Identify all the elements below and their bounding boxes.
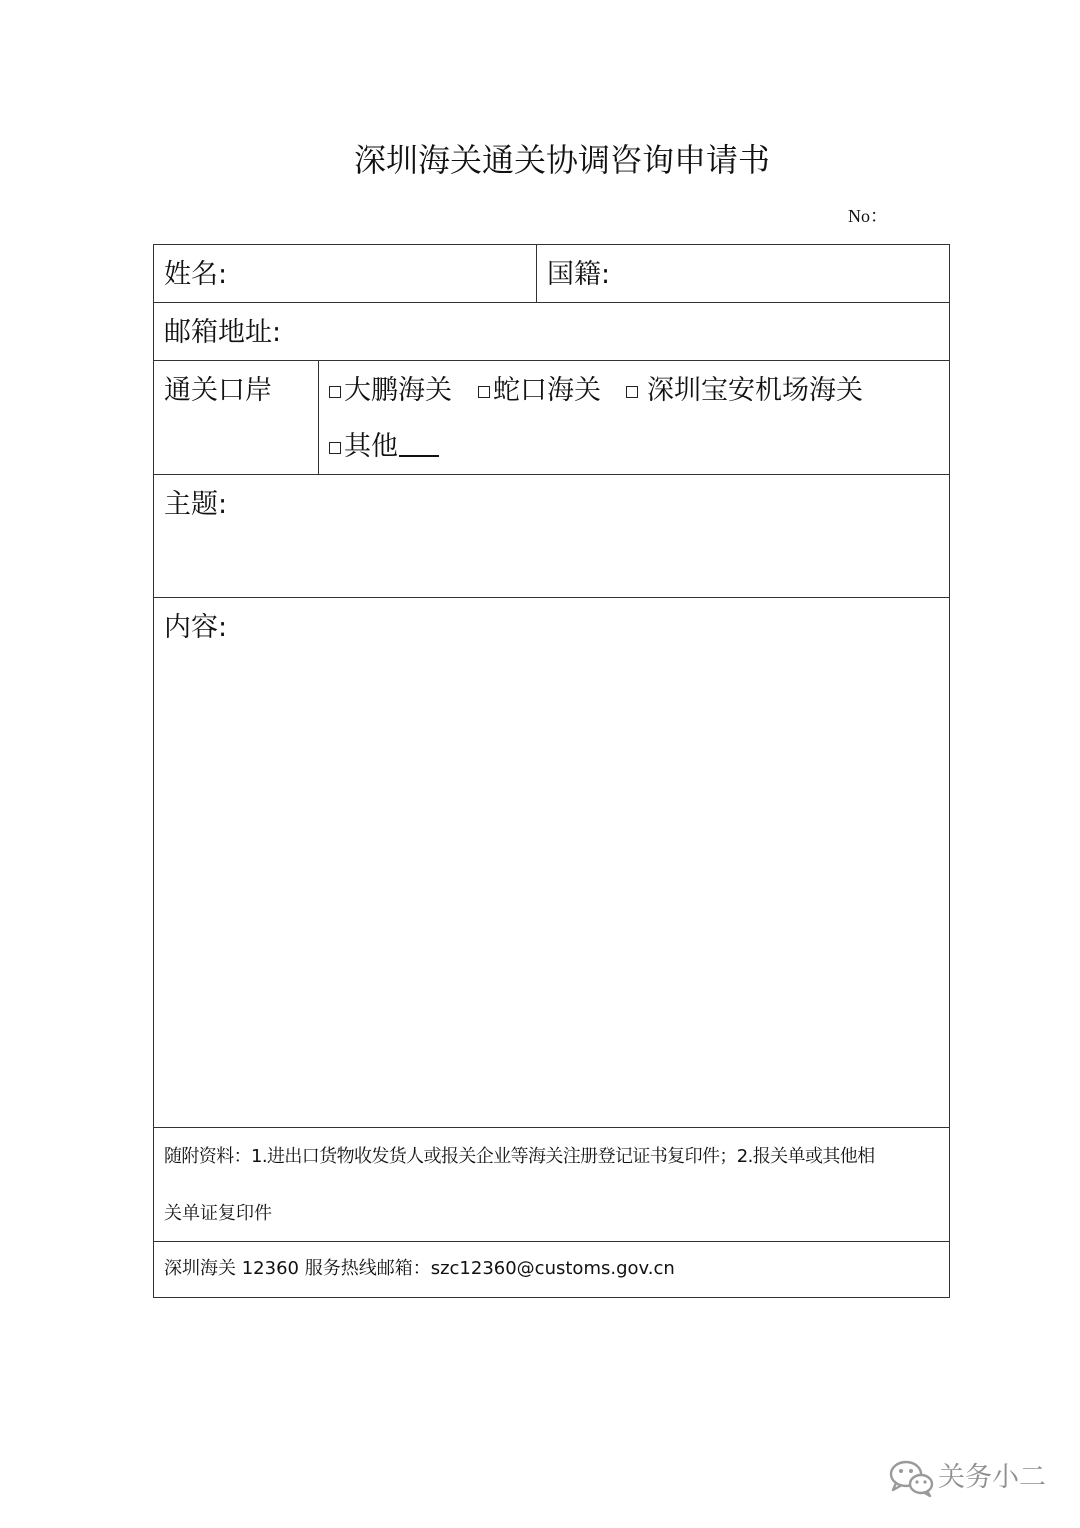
hotline-text: 深圳海关 12360 服务热线邮箱：szc12360@customs.gov.cn — [164, 1258, 675, 1279]
checkbox-icon[interactable] — [478, 386, 490, 398]
checkbox-icon[interactable] — [329, 442, 341, 454]
email-label: 邮箱地址: — [164, 317, 282, 348]
name-label: 姓名: — [164, 259, 228, 290]
port-option-shekou[interactable] — [478, 373, 601, 409]
port-option-dapeng[interactable] — [329, 373, 452, 409]
attachments-line-2: 关单证复印件 — [164, 1203, 272, 1224]
serial-number-label: No： — [848, 206, 888, 226]
other-blank-line[interactable] — [399, 431, 439, 457]
subject-label: 主题: — [164, 489, 228, 520]
email-row[interactable] — [154, 303, 949, 361]
checkbox-icon[interactable] — [626, 386, 638, 398]
port-label-cell — [154, 361, 318, 474]
nationality-field[interactable] — [537, 245, 949, 302]
port-label: 通关口岸 — [164, 375, 272, 406]
port-option-label: 蛇口海关 — [493, 375, 601, 406]
content-label: 内容: — [164, 612, 228, 643]
port-option-label: 深圳宝安机场海关 — [647, 375, 863, 406]
attachments-line-1: 随附资料：1.进出口货物收发货人或报关企业等海关注册登记证书复印件；2.报关单或其他相 — [164, 1146, 875, 1167]
attachments-row — [154, 1128, 949, 1242]
document-title: 深圳海关通关协调咨询申请书 — [353, 141, 770, 179]
nationality-label: 国籍: — [547, 259, 611, 290]
name-field[interactable] — [154, 245, 536, 302]
port-options-cell — [319, 361, 949, 474]
subject-row[interactable] — [154, 475, 949, 598]
port-option-baoan-airport[interactable] — [626, 373, 863, 409]
port-option-label: 大鹏海关 — [344, 375, 452, 406]
port-option-other[interactable] — [329, 429, 439, 465]
application-form — [153, 244, 950, 1298]
port-option-label: 其他 — [344, 431, 398, 462]
name-nationality-row — [154, 245, 949, 303]
hotline-row — [154, 1242, 949, 1298]
content-row[interactable] — [154, 598, 949, 1128]
wechat-icon — [888, 1458, 936, 1498]
watermark-text: 关务小二 — [938, 1462, 1046, 1493]
port-row — [154, 361, 949, 475]
checkbox-icon[interactable] — [329, 386, 341, 398]
